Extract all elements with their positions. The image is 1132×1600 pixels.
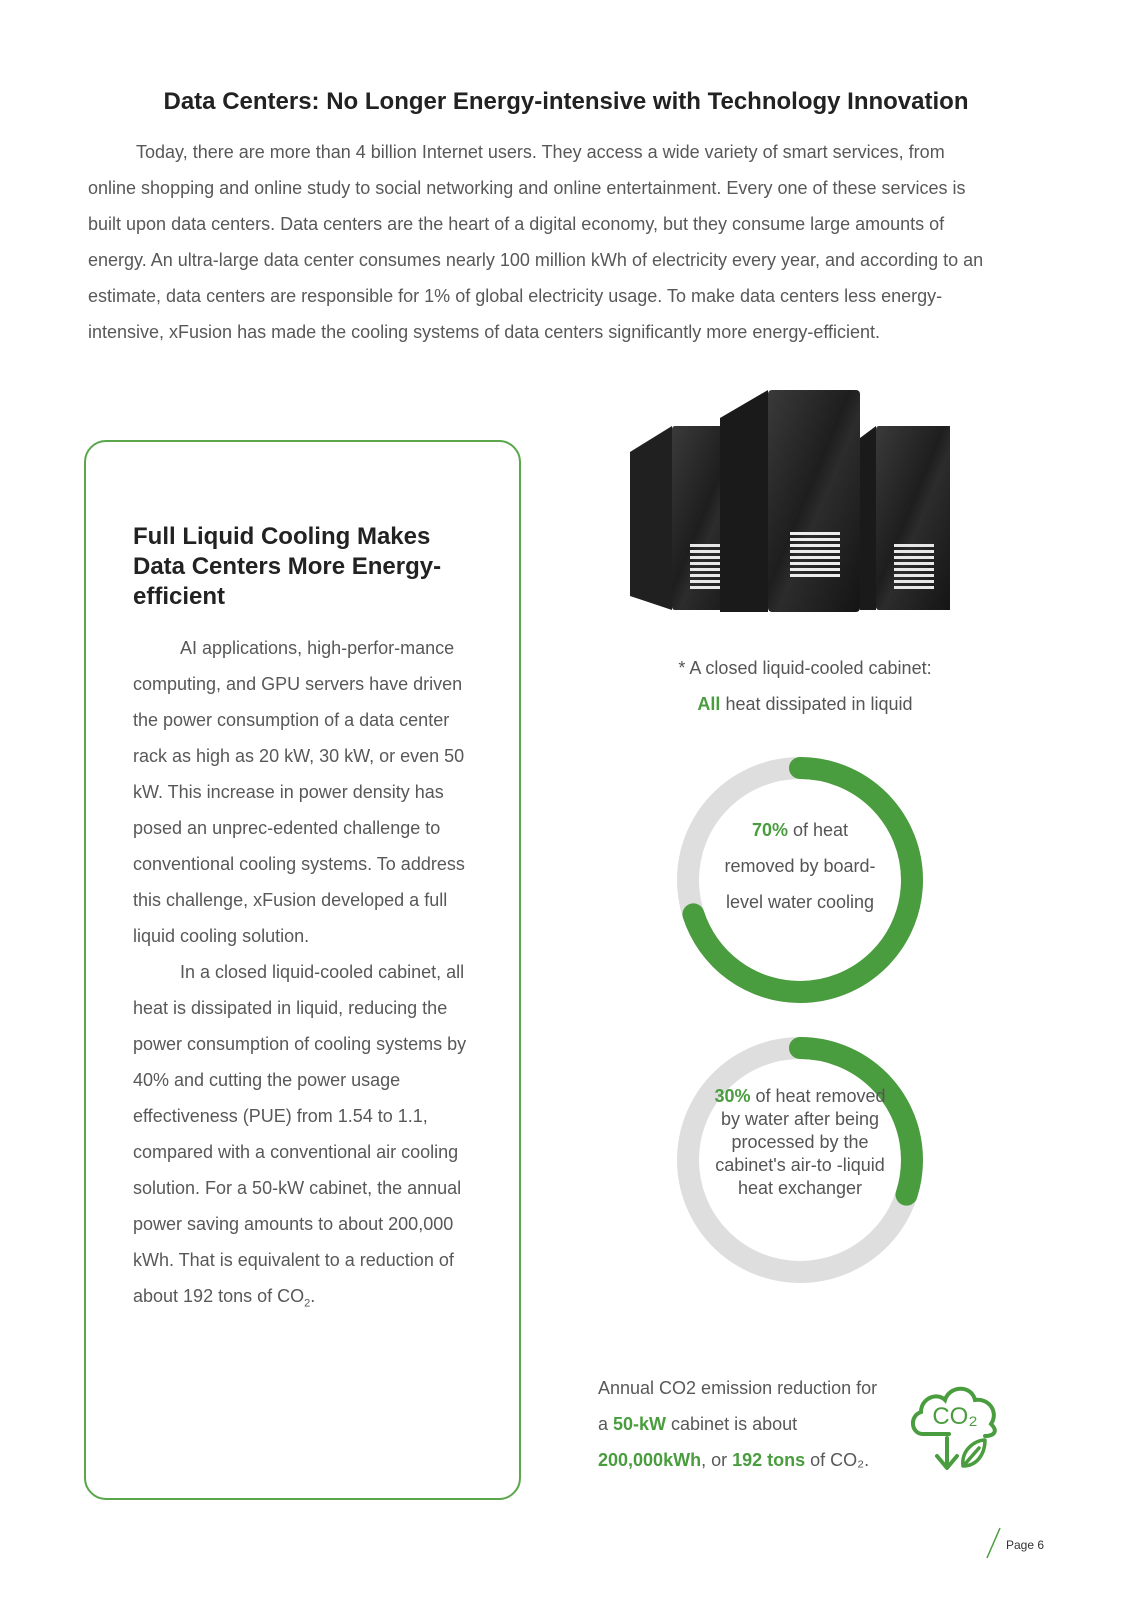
panel-body xyxy=(133,630,483,1322)
co2-highlight-kwh: 200,000kWh xyxy=(598,1450,702,1470)
footer-slash-icon xyxy=(984,1526,1004,1560)
panel-paragraph-2 xyxy=(133,954,483,1322)
ring-70-label xyxy=(715,812,885,920)
co2-subscript: 2 xyxy=(304,1297,311,1310)
caption-line-2-text: heat dissipated in liquid xyxy=(720,694,913,714)
ring-70-text: of heat removed by board-level water cooling xyxy=(724,820,876,912)
liquid-cooling-panel xyxy=(84,440,521,1500)
server-cabinet-right xyxy=(860,426,950,610)
server-cabinets-illustration xyxy=(630,390,950,620)
panel-paragraph-1: AI applications, high-perfor-mance computing, and GPU servers have driven the power consumption of a data center rack as high as 20 kW, 30 kW, or even 50 kW. This increase in power density has posed an unprec-edented challenge to conventional cooling systems. To address this challenge, xFusion developed a full liquid cooling solution. xyxy=(133,638,465,946)
ring-30-percent: 30% xyxy=(714,1086,751,1106)
panel-paragraph-2-end: . xyxy=(310,1286,316,1306)
co2-t4: of CO₂. xyxy=(805,1450,870,1470)
ring-70-percent: 70% xyxy=(751,820,788,840)
caption-line-1: * A closed liquid-cooled cabinet: xyxy=(678,658,932,678)
page-number: Page 6 xyxy=(1006,1538,1045,1552)
ring-30-text: of heat removed by water after being processed by the cabinet's air-to -liquid heat exchanger xyxy=(715,1086,886,1198)
co2-t3: , or xyxy=(701,1450,733,1470)
co2-highlight-cabinet: 50-kW xyxy=(613,1414,667,1434)
panel-paragraph-2-text: In a closed liquid-cooled cabinet, all heat is dissipated in liquid, reducing the power consumption of cooling systems by 40% and cutting the power usage effectiveness (PUE) from 1.54 to 1.1, compared with a conventional air cooling solution. For a 50-kW cabinet, the annual power saving amounts to about 200,000 kWh. That is equivalent to a reduction of about 192 tons of CO xyxy=(133,962,467,1306)
page-title: Data Centers: No Longer Energy-intensive with Technology Innovation xyxy=(163,88,969,115)
caption-line-2 xyxy=(630,686,980,722)
ring-30-label xyxy=(705,1085,895,1200)
server-cabinet-middle xyxy=(720,390,860,612)
co2-t2: cabinet is about xyxy=(666,1414,798,1434)
co2-t1: Annual CO2 emission reduction for a xyxy=(598,1378,878,1434)
co2-icon-label: CO₂ xyxy=(932,1403,978,1430)
co2-highlight-tons: 192 tons xyxy=(732,1450,806,1470)
co2-reduction-text xyxy=(598,1370,888,1478)
panel-heading: Full Liquid Cooling Makes Data Centers More Energy-efficient xyxy=(133,523,442,610)
co2-cloud-icon xyxy=(905,1378,1005,1478)
intro-paragraph: Today, there are more than 4 billion Internet users. They access a wide variety of smart services, from online shopping and online study to social networking and online entertainment. Every one of these services is built upon data centers. Data centers are the heart of a digital economy, but they consume large amounts of energy. An ultra-large data center consumes nearly 100 million kWh of electricity every year, and according to an estimate, data centers are responsible for 1% of global electricity usage. To make data centers less energy-intensive, xFusion has made the cooling systems of data centers significantly more energy-efficient. xyxy=(88,142,984,342)
cabinet-caption xyxy=(630,650,980,722)
caption-highlight: All xyxy=(697,694,721,714)
